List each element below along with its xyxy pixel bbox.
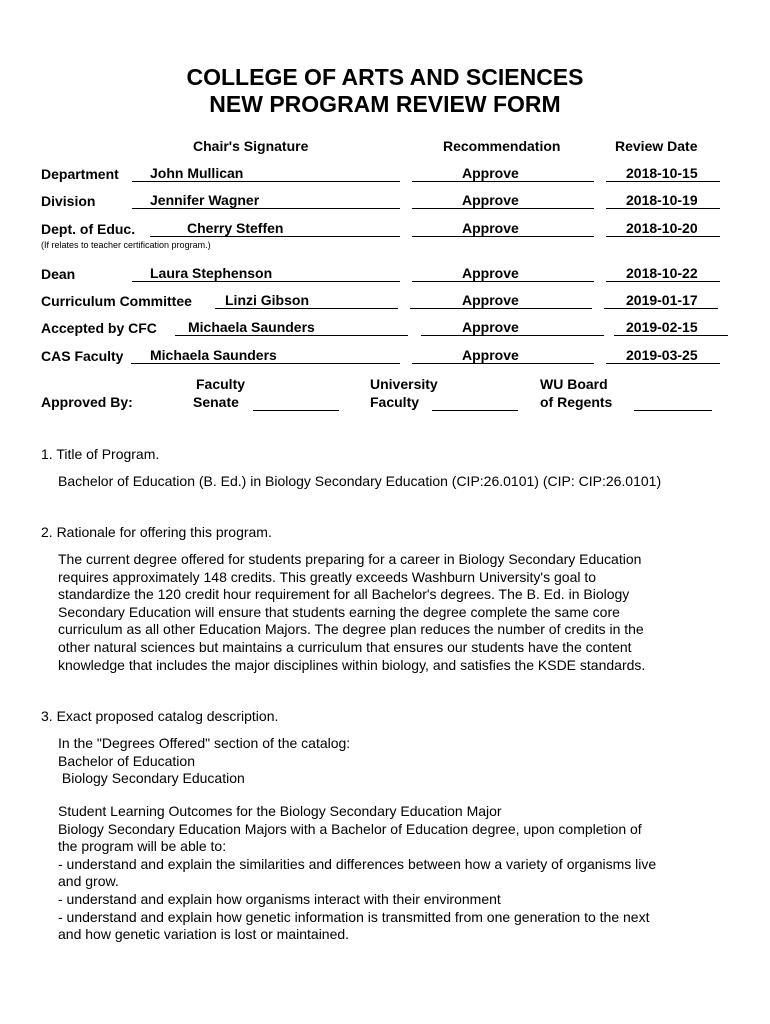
dept-educ-recommendation-value: Approve — [462, 220, 519, 236]
section2-line: requires approximately 148 credits. This greatly exceeds Washburn University's goal to — [58, 568, 597, 585]
dean-signature-value: Laura Stephenson — [150, 265, 273, 281]
dean-date-value: 2018-10-22 — [626, 265, 698, 281]
teacher-certification-note: (If relates to teacher certification program.) — [41, 240, 211, 250]
cfc-date-value: 2019-02-15 — [626, 319, 698, 335]
form-title-line2: NEW PROGRAM REVIEW FORM — [209, 91, 561, 117]
dept-educ-recommendation-field — [412, 220, 594, 237]
section3-line: Bachelor of Education — [58, 752, 195, 769]
section2-line: standardize the 120 credit hour requirement for all Bachelor's degrees. The B. Ed. in Biology — [58, 586, 630, 603]
section3-line: Student Learning Outcomes for the Biology Secondary Education Major — [58, 803, 502, 819]
dean-recommendation-value: Approve — [462, 265, 519, 281]
section2-line: knowledge that includes the major disciplines within biology, and satisfies the KSDE standards. — [58, 656, 646, 673]
cfc-signature-field — [175, 319, 408, 336]
cas-date-value: 2019-03-25 — [626, 347, 698, 363]
form-title-line1: COLLEGE OF ARTS AND SCIENCES — [186, 64, 584, 90]
division-date-field — [606, 192, 720, 209]
division-signature-field — [132, 192, 400, 209]
row-label-curriculum-committee: Curriculum Committee — [41, 293, 192, 309]
cas-recommendation-field — [412, 347, 594, 364]
curriculum-recommendation-value: Approve — [462, 292, 519, 308]
section2-line: curriculum as all other Education Majors. The degree plan reduces the number of credits in the — [58, 621, 644, 638]
department-date-value: 2018-10-15 — [626, 165, 698, 181]
header-chairs-signature: Chair's Signature — [193, 138, 309, 154]
section1-heading: 1. Title of Program. — [41, 446, 160, 462]
section3-line: In the "Degrees Offered" section of the catalog: — [58, 735, 351, 751]
division-recommendation-value: Approve — [462, 192, 519, 208]
section3-line: Biology Secondary Education Majors with a Bachelor of Education degree, upon completion of — [58, 820, 642, 837]
dean-recommendation-field — [412, 265, 594, 282]
section3-line: Biology Secondary Education — [58, 770, 245, 787]
section3-heading: 3. Exact proposed catalog description. — [41, 708, 279, 724]
cas-signature-value: Michaela Saunders — [150, 347, 277, 363]
dean-signature-field — [132, 265, 400, 282]
university-faculty-field — [432, 393, 518, 411]
division-recommendation-field — [412, 192, 594, 209]
cfc-recommendation-field — [421, 319, 604, 336]
curriculum-signature-field — [215, 292, 398, 309]
section3-line: and grow. — [58, 873, 119, 890]
row-label-dean: Dean — [41, 266, 76, 282]
section3-line: the program will be able to: — [58, 838, 227, 855]
dean-date-field — [606, 265, 720, 282]
division-signature-value: Jennifer Wagner — [150, 192, 260, 208]
department-recommendation-field — [412, 165, 594, 182]
faculty-senate-field — [253, 393, 339, 411]
dept-educ-date-field — [606, 220, 720, 237]
department-recommendation-value: Approve — [462, 165, 519, 181]
section3-line: - understand and explain how organisms interact with their environment — [58, 890, 501, 907]
section2-heading: 2. Rationale for offering this program. — [41, 524, 272, 540]
university-faculty-label-line2: Faculty — [370, 394, 420, 410]
wu-board-label-line2: of Regents — [540, 394, 613, 410]
department-signature-field — [132, 165, 400, 182]
wu-board-label-line1: WU Board — [540, 376, 608, 392]
row-label-dept-of-educ: Dept. of Educ. — [41, 221, 136, 237]
university-faculty-label-line1: University — [370, 376, 438, 392]
cfc-recommendation-value: Approve — [462, 319, 519, 335]
section3-line: - understand and explain the similarities and differences between how a variety of organisms live — [58, 855, 657, 872]
row-label-cas-faculty: CAS Faculty — [41, 348, 124, 364]
section1-body — [58, 473, 758, 491]
cfc-date-field — [614, 319, 728, 336]
section3-line: and how genetic variation is lost or maintained. — [58, 926, 350, 943]
dept-educ-signature-field — [150, 220, 400, 237]
department-signature-value: John Mullican — [150, 165, 244, 181]
curriculum-date-field — [604, 292, 718, 309]
curriculum-date-value: 2019-01-17 — [626, 292, 698, 308]
cas-signature-field — [131, 347, 400, 364]
section1-program-title: Bachelor of Education (B. Ed.) in Biology Secondary Education (CIP:26.0101) (CIP: CIP:26.0101) — [58, 473, 662, 489]
cfc-signature-value: Michaela Saunders — [188, 319, 315, 335]
wu-board-field — [634, 393, 712, 411]
row-label-division: Division — [41, 193, 96, 209]
approved-by-label: Approved By: — [41, 394, 133, 410]
section3-degrees-offered — [58, 735, 738, 788]
section3-learning-outcomes — [58, 803, 738, 944]
cas-recommendation-value: Approve — [462, 347, 519, 363]
dept-educ-date-value: 2018-10-20 — [626, 220, 698, 236]
curriculum-signature-value: Linzi Gibson — [225, 292, 309, 308]
dept-educ-signature-value: Cherry Steffen — [187, 220, 284, 236]
cas-date-field — [606, 347, 720, 364]
section2-line: The current degree offered for students preparing for a career in Biology Secondary Education — [58, 551, 642, 567]
division-date-value: 2018-10-19 — [626, 192, 698, 208]
curriculum-recommendation-field — [410, 292, 592, 309]
faculty-senate-label-line2: Senate — [193, 394, 239, 410]
section2-body — [58, 551, 738, 674]
section2-line: Secondary Education will ensure that students earning the degree complete the same core — [58, 603, 620, 620]
faculty-senate-label-line1: Faculty — [196, 376, 246, 392]
row-label-accepted-by-cfc: Accepted by CFC — [41, 320, 157, 336]
row-label-department: Department — [41, 166, 119, 182]
department-date-field — [606, 165, 720, 182]
header-recommendation: Recommendation — [443, 138, 561, 154]
header-review-date: Review Date — [615, 138, 698, 154]
section3-line: - understand and explain how genetic information is transmitted from one generation to the next — [58, 908, 650, 925]
section2-line: other natural sciences but maintains a curriculum that ensures our students have the content — [58, 638, 632, 655]
